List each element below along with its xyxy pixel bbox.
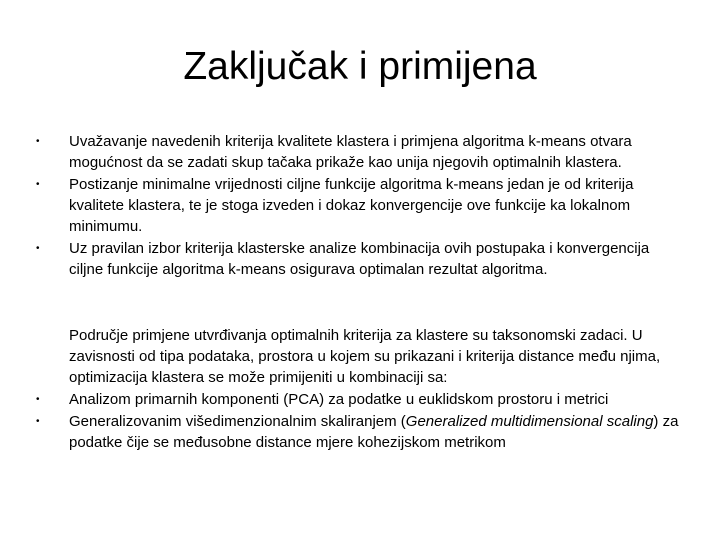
bullet-icon: •	[36, 136, 40, 147]
slide-title: Zaključak i primijena	[183, 45, 537, 88]
spacer	[36, 281, 686, 325]
slide-content	[36, 131, 686, 454]
bullet-text: Uz pravilan izbor kriterija klasterske analize kombinacija ovih postupaka i konvergencija ciljne funkcije algoritma k-means osigurava optimalan rezultat algoritma.	[69, 240, 650, 278]
bullet-text-italic: Generalized multidimensional scaling	[405, 413, 654, 430]
bullet-text-suffix: ) za podatke čije se međusobne distance mjere kohezijskom metrikom	[69, 413, 679, 451]
bullet-text: Postizanje minimalne vrijednosti ciljne funkcije algoritma k-means jedan je od kriterija kvalitete klastera, te je stoga izveden i dokaz konvergencije ove funkcije ka lokalnom minimumu.	[69, 176, 634, 235]
bullet-item-3	[36, 238, 686, 280]
bullet-item-1	[36, 131, 686, 173]
bullet-text-prefix: Generalizovanim višedimenzionalnim skaliranjem (	[69, 413, 406, 430]
bullet-icon: •	[36, 394, 40, 405]
bullet-text	[69, 413, 678, 451]
bullet-icon: •	[36, 243, 40, 254]
bullet-item-2	[36, 174, 686, 237]
bullet-icon: •	[36, 416, 40, 427]
bullet-icon: •	[36, 179, 40, 190]
bullet-text: Analizom primarnih komponenti (PCA) za podatke u euklidskom prostoru i metrici	[69, 391, 609, 408]
application-paragraph: Područje primjene utvrđivanja optimalnih kriterija za klastere su taksonomski zadaci. U zavisnosti od tipa podataka, prostora u kojem su prikazani i kriterija distance među njima, optimizacija klastera se može primijeniti u kombinaciji sa:	[69, 327, 661, 386]
bullet-item-4	[36, 389, 686, 410]
bullet-text: Uvažavanje navedenih kriterija kvalitete klastera i primjena algoritma k-means otvara mogućnost da se zadati skup tačaka prikaže kao unija njegovih optimalnih klastera.	[69, 133, 632, 171]
bullet-item-5	[36, 411, 686, 453]
